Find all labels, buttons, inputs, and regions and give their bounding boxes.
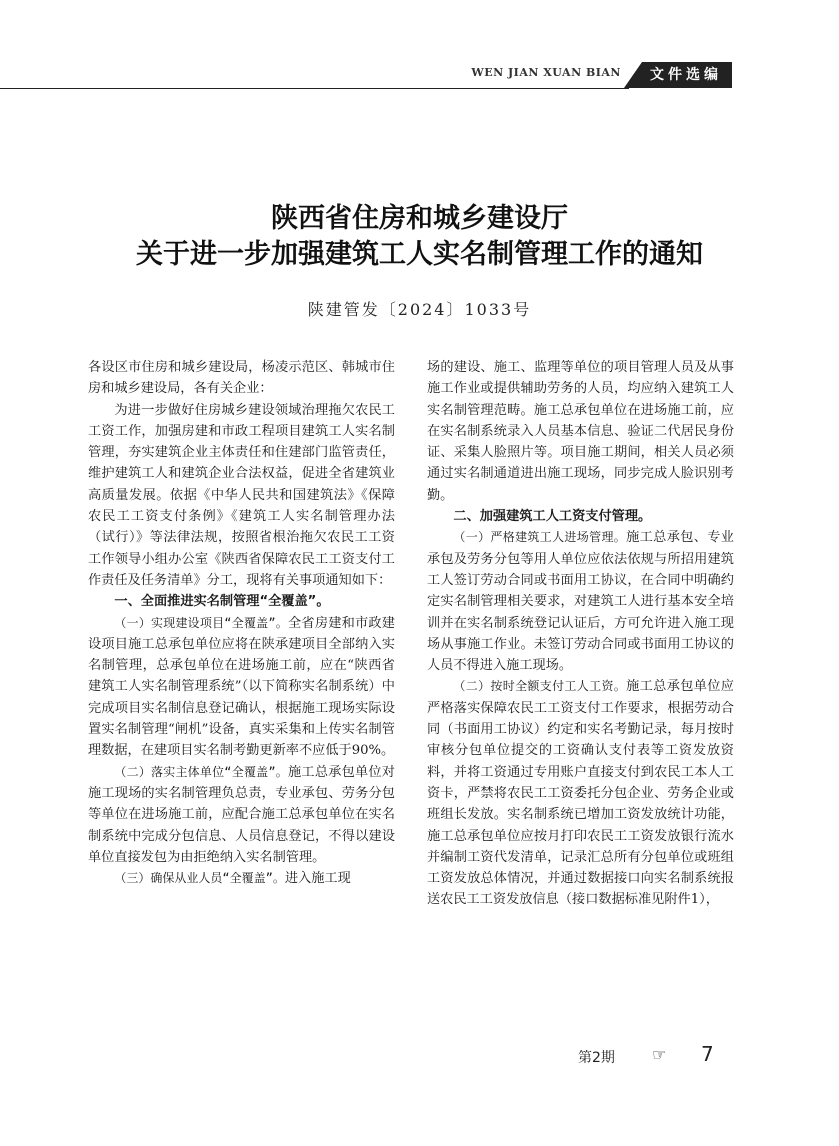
item-2-2	[427, 676, 734, 910]
item-1-3-heading: （三）确保从业人员“全覆盖”。	[114, 871, 285, 886]
section-1-heading: 一、全面推进实名制管理“全覆盖”。	[114, 594, 330, 610]
header-section-cn: 文件选编	[650, 67, 722, 83]
section-2-heading: 二、加强建筑工人工资支付管理。	[453, 509, 652, 525]
pointing-hand-icon: ☞	[652, 1045, 667, 1064]
item-1-1	[88, 613, 395, 762]
item-1-3-continued: 场的建设、施工、监理等单位的项目管理人员及从事施工作业或提供辅助劳务的人员，均应纳入建筑工人实名制管理范畴。施工总承包单位在进场施工前，应在实名制系统录入人员基本信息、验证二代居民身份证、采集人脸照片等。项目施工期间，相关人员必须通过实名制通道进出施工现场，同步完成人脸识别考勤。	[427, 360, 734, 503]
intro-paragraph: 为进一步做好住房城乡建设领域治理拖欠农民工工资工作，加强房建和市政工程项目建筑工人实名制管理，夯实建筑企业主体责任和住建部门监管责任，维护建筑工人和建筑企业合法权益，促进全省建筑业高质量发展。依据《中华人民共和国建筑法》《保障农民工工资支付条例》《建筑工人实名制管理办法（试行）》等法律法规，按照省根治拖欠农民工工资工作领导小组办公室《陕西省保障农民工工资支付工作责任及任务清单》分工，现将有关事项通知如下：	[88, 402, 395, 588]
title-line-2: 关于进一步加强建筑工人实名制管理工作的通知	[136, 239, 703, 270]
item-1-3-body: 进入施工现	[284, 871, 351, 887]
item-2-2-heading: （二）按时全额支付工人工资。	[453, 679, 627, 694]
document-number: 陕建管发〔2024〕1033号	[307, 300, 532, 319]
item-1-1-heading: （一）实现建设项目“全覆盖”。	[114, 615, 289, 630]
right-column	[427, 357, 734, 911]
header-section-en: WEN JIAN XUAN BIAN	[471, 66, 621, 79]
item-1-1-body: 全省房建和市政建设项目施工总承包单位应将在陕承建项目全部纳入实名制管理，总承包单位在进场施工前，应在“陕西省建筑工人实名制管理系统”（以下简称实名制系统）中完成项目实名制信息登记确认，根据施工现场实际设置实名制管理“闸机”设备，真实采集和上传实名制管理数据，在建项目实名制考勤更新率不应低于90%。	[88, 615, 395, 759]
issue-label: 第2期	[578, 1050, 615, 1066]
item-2-2-body: 施工总承包单位应严格落实保障农民工工资支付工作要求，根据劳动合同（书面用工协议）约定和实名考勤记录，每月按时审核分包单位提交的工资确认支付表等工资发放资料，并将工资通过专用账户直接支付到农民工本人工资卡，严禁将农民工工资委托分包企业、劳务企业或班组长发放。实名制系统已增加工资发放统计功能，施工总承包单位应按月打印农民工工资发放银行流水并编制工资代发清单，记录汇总所有分包单位或班组工资发放总体情况，并通过数据接口向实名制系统报送农民工工资发放信息（接口数据标准见附件1），	[427, 679, 734, 908]
item-2-1	[427, 527, 734, 676]
left-column	[88, 357, 395, 889]
item-2-1-heading: （一）严格建筑工人进场管理。	[453, 530, 627, 545]
item-1-3	[88, 868, 395, 889]
page-number: 7	[701, 1042, 714, 1066]
item-1-2	[88, 762, 395, 868]
title-line-1: 陕西省住房和城乡建设厅	[271, 203, 568, 234]
header-rule	[0, 88, 629, 89]
addressee-paragraph: 各设区市住房和城乡建设局，杨凌示范区、韩城市住房和城乡建设局，各有关企业：	[88, 360, 395, 397]
item-1-2-body: 施工总承包单位对施工现场的实名制管理负总责，专业承包、劳务分包等单位在进场施工前，应配合施工总承包单位在实名制系统中完成分包信息、人员信息登记，不得以建设单位直接发包为由拒绝纳入实名制管理。	[88, 764, 395, 865]
item-2-1-body: 施工总承包、专业承包及劳务分包等用人单位应依法依规与所招用建筑工人签订劳动合同或书面用工协议，在合同中明确约定实名制管理相关要求，对建筑工人进行基本安全培训并在实名制系统登记认证后，方可允许进入施工现场从事施工作业。未签订劳动合同或书面用工协议的人员不得进入施工现场。	[427, 530, 734, 674]
item-1-2-heading: （二）落实主体单位“全覆盖”。	[114, 764, 289, 779]
